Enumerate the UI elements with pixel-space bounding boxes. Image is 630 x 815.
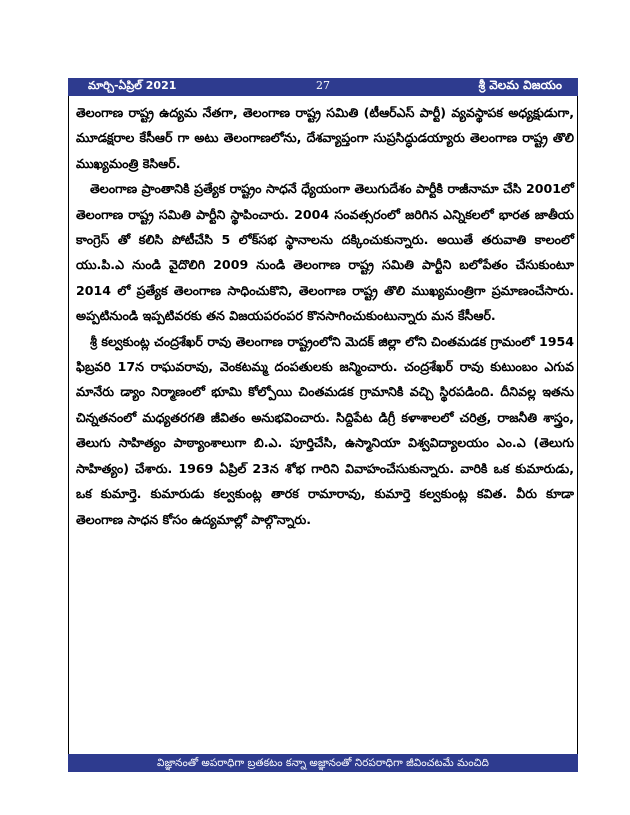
magazine-title: శ్రీ వెలమ విజయం bbox=[478, 78, 562, 92]
issue-date: మార్చి-ఏప్రిల్ 2021 bbox=[88, 79, 177, 92]
article-body bbox=[76, 100, 574, 532]
page-number: 27 bbox=[316, 79, 330, 92]
paragraph-1: తెలంగాణ రాష్ట్ర ఉద్యమ నేతగా, తెలంగాణ రాష్ట్ర సమితి (టీఆర్ఎస్ పార్టీ) వ్యవస్థాపక అధ్యక్షుడుగా, మూడక్షరాల కేసీఆర్ గా అటు తెలంగాణలోను, దేశవ్యాప్తంగా సుప్రసిద్ధుడయ్యారు తెలంగాణ రాష్ట్ర తొలి ముఖ్యమంత్రి కెసిఆర్. bbox=[76, 105, 574, 171]
footer-quote: విజ్ఞానంతో అపరాధిగా బ్రతకటం కన్నా అజ్ఞానంతో నిరపరాధిగా జీవించటమే మంచిది bbox=[157, 757, 489, 769]
paragraph-2: తెలంగాణ ప్రాంతానికి ప్రత్యేక రాష్ట్రం సాధనే ధ్యేయంగా తెలుగుదేశం పార్టీకి రాజీనామా చేసి 2001లో తెలంగాణ రాష్ట్ర సమితి పార్టీని స్థాపించారు. 2004 సంవత్సరంలో జరిగిన ఎన్నికలలో భారత జాతీయ కాంగ్రెస్ తో కలిసి పోటీచేసి 5 లోక్‌సభ స్థానాలను దక్కించుకున్నారు. అయితే తరువాతి కాలంలో యు.పి.ఎ నుండి వైదొలిగి 2009 నుండి తెలంగాణ రాష్ట్ర సమితి పార్టీని బలోపేతం చేసుకుంటూ 2014 లో ప్రత్యేక తెలంగాణ సాధించుకొని, తెలంగాణ రాష్ట్ర తొలి ముఖ్యమంత్రిగా ప్రమాణంచేసారు. అప్పటినుండి ఇప్పటివరకు తన విజయపరంపర కొనసాగించుకుంటున్నారు మన కేసీఆర్. bbox=[76, 181, 574, 324]
paragraph-3: శ్రీ కల్వకుంట్ల చంద్రశేఖర్ రావు తెలంగాణ రాష్ట్రంలోని మెదక్ జిల్లా లోని చింతమడక గ్రామంలో 1954 ఫిబ్రవరి 17న రాఘవరావు, వెంకటమ్మ దంపతులకు జన్మించారు. చంద్రశేఖర్ రావు కుటుంబం ఎగువ మానేరు డ్యాం నిర్మాణంలో భూమి కోల్పోయి చింతమడక గ్రామానికి వచ్చి స్థిరపడింది. దీనివల్ల ఇతను చిన్నతనంలో మధ్యతరగతి జీవితం అనుభవించారు. సిద్దిపేట డిగ్రీ కళాశాలలో చరిత్ర, రాజనీతి శాస్త్రం, తెలుగు సాహిత్యం పాఠ్యాంశాలుగా బి.ఎ. పూర్తిచేసి, ఉస్మానియా విశ్వవిద్యాలయం ఎం.ఎ (తెలుగు సాహిత్యం) చేశారు. 1969 ఏప్రిల్ 23న శోభ గారిని వివాహంచేసుకున్నారు. వారికి ఒక కుమారుడు, ఒక కుమార్తె. కుమారుడు కల్వకుంట్ల తారక రామారావు, కుమార్తె కల్వకుంట్ల కవిత. వీరు కూడా తెలంగాణ సాధన కోసం ఉద్యమాల్లో పాల్గొన్నారు. bbox=[76, 333, 574, 527]
page-header bbox=[68, 78, 578, 96]
page-footer bbox=[68, 754, 578, 772]
